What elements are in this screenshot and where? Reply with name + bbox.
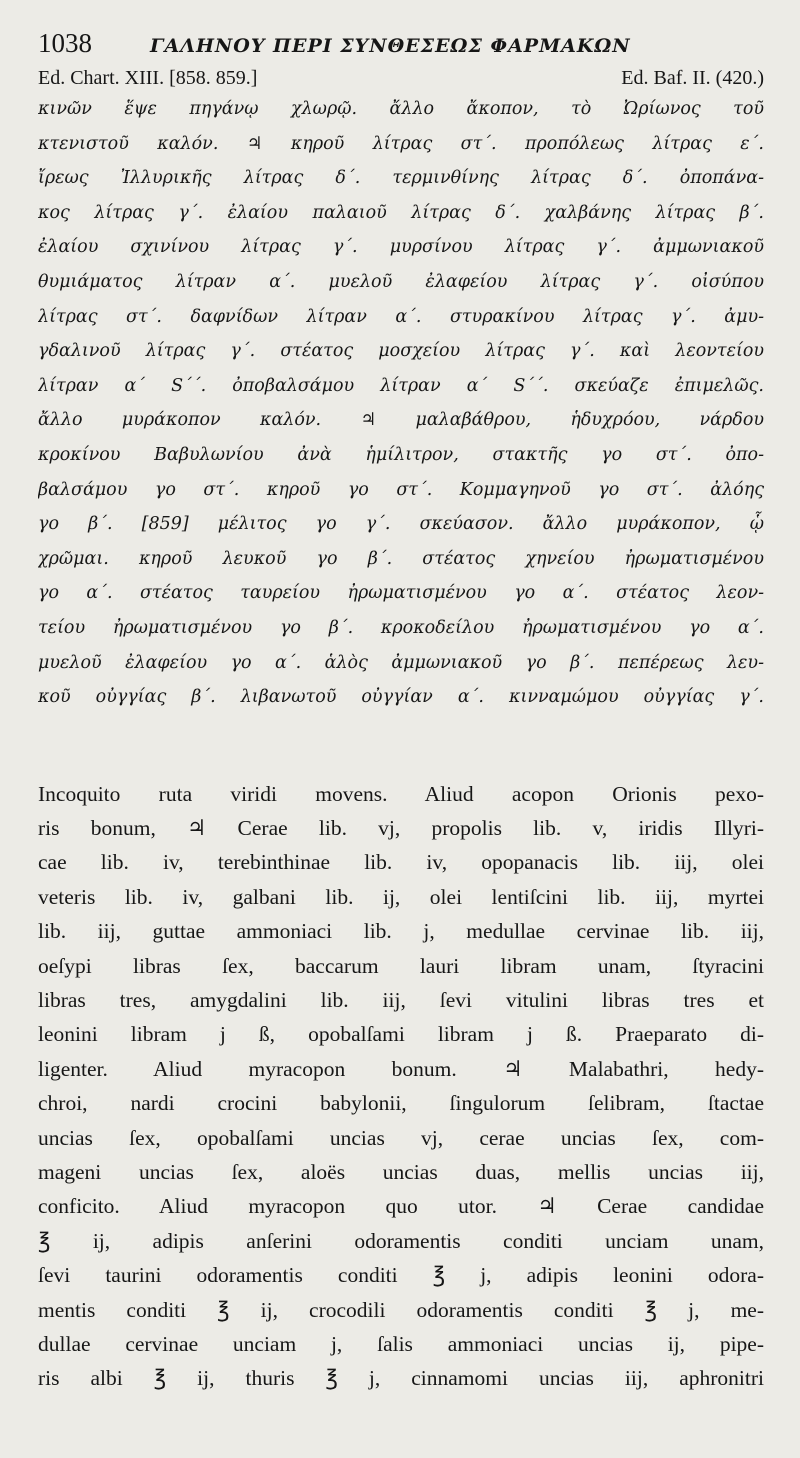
latin-line: mageni uncias ſex, aloës uncias duas, mellis uncias iij, (38, 1159, 764, 1184)
latin-line: cae lib. iv, terebinthinae lib. iv, opopanacis lib. iij, olei (38, 850, 764, 875)
latin-line: veteris lib. iv, galbani lib. ij, olei lentiſcini lib. iij, myrtei (38, 884, 764, 909)
latin-line: lib. iij, guttae ammoniaci lib. j, medullae cervinae lib. iij, (38, 919, 764, 944)
running-title: ΓΑΛΗΝΟΥ ΠΕΡΙ ΣΥΝΘΕΣΕΩΣ ΦΑΡΜΑΚΩΝ (150, 35, 631, 57)
edition-left: Ed. Chart. XIII. [858. 859.] (38, 67, 258, 89)
greek-line: κος λίτρας γ΄. ἐλαίου παλαιοῦ λίτρας δ΄. χαλβάνης λίτρας β΄. (38, 202, 764, 223)
latin-line: ligenter. Aliud myracopon bonum. ♃ Malabathri, hedy- (38, 1056, 764, 1081)
greek-line: κοῦ οὐγγίας β΄. λιβανωτοῦ οὐγγίαν α΄. κινναμώμου οὐγγίας γ΄. (38, 687, 764, 708)
greek-line: γο α΄. στέατος ταυρείου ἠρωματισμένου γο α΄. στέατος λεον- (38, 583, 764, 604)
greek-line: τείου ἠρωματισμένου γο β΄. κροκοδείλου ἠρωματισμένου γο α΄. (38, 617, 764, 638)
latin-line: ris bonum, ♃ Cerae lib. vj, propolis lib. v, iridis Illyri- (38, 816, 764, 841)
greek-line: χρῶμαι. κηροῦ λευκοῦ γο β΄. στέατος χηνείου ἠρωματισμένου (38, 548, 764, 569)
latin-line: uncias ſex, opobalſami uncias vj, cerae uncias ſex, com- (38, 1125, 764, 1150)
latin-line: dullae cervinae unciam j, ſalis ammoniaci uncias ij, pipe- (38, 1331, 764, 1356)
latin-line: leonini libram j ß, opobalſami libram j ß. Praeparato di- (38, 1022, 764, 1047)
edition-references (38, 64, 764, 92)
greek-line: μυελοῦ ἐλαφείου γο α΄. ἁλὸς ἀμμωνιακοῦ γο β΄. πεπέρεως λευ- (38, 652, 764, 673)
latin-line: ris albi ℥ ij, thuris ℥ j, cinnamomi uncias iij, aphronitri (38, 1366, 764, 1391)
latin-line: mentis conditi ℥ ij, crocodili odoramentis conditi ℥ j, me- (38, 1297, 764, 1322)
greek-line: θυμιάματος λίτραν α΄. μυελοῦ ἐλαφείου λίτρας γ΄. οἰσύπου (38, 271, 764, 292)
greek-text-block (38, 92, 764, 715)
latin-line: oeſypi libras ſex, baccarum lauri libram unam, ſtyracini (38, 953, 764, 978)
latin-line: conficito. Aliud myracopon quo utor. ♃ Cerae candidae (38, 1194, 764, 1219)
latin-line: Incoquito ruta viridi movens. Aliud acopon Orionis pexo- (38, 781, 764, 806)
greek-line: λίτρας στ΄. δαφνίδων λίτραν α΄. στυρακίνου λίτρας γ΄. ἀμυ- (38, 306, 764, 327)
greek-line: ἄλλο μυράκοπον καλόν. ♃ μαλαβάθρου, ἡδυχρόου, νάρδου (38, 410, 764, 431)
greek-line: ἴρεως Ἰλλυρικῆς λίτρας δ΄. τερμινθίνης λίτρας δ΄. ὀποπάνα- (38, 168, 764, 189)
latin-text-block (38, 777, 764, 1396)
latin-line: libras tres, amygdalini lib. iij, ſevi vitulini libras tres et (38, 988, 764, 1013)
page-number: 1038 (38, 28, 92, 58)
greek-line: κινῶν ἕψε πηγάνῳ χλωρῷ. ἄλλο ἄκοπον, τὸ Ὠρίωνος τοῦ (38, 99, 764, 119)
greek-line: κτενιστοῦ καλόν. ♃ κηροῦ λίτρας στ΄. προπόλεως λίτρας ε΄. (38, 133, 764, 154)
edition-right: Ed. Baf. II. (420.) (621, 67, 764, 89)
latin-line: ℥ ij, adipis anſerini odoramentis conditi unciam unam, (38, 1228, 764, 1253)
greek-line: ἐλαίου σχινίνου λίτρας γ΄. μυρσίνου λίτρας γ΄. ἀμμωνιακοῦ (38, 237, 764, 258)
greek-line: λίτραν α΄ S΄΄. ὀποβαλσάμου λίτραν α΄ S΄΄. σκεύαζε ἐπιμελῶς. (38, 375, 764, 396)
greek-line: γδαλινοῦ λίτρας γ΄. στέατος μοσχείου λίτρας γ΄. καὶ λεοντείου (38, 341, 764, 362)
latin-line: chroi, nardi crocini babylonii, ſingulorum ſelibram, ſtactae (38, 1091, 764, 1116)
greek-line: κροκίνου Βαβυλωνίου ἀνὰ ἡμίλιτρον, στακτῆς γο στ΄. ὀπο- (38, 444, 764, 465)
greek-line: γο β΄. [859] μέλιτος γο γ΄. σκεύασον. ἄλλο μυράκοπον, ᾧ (38, 514, 764, 535)
running-head (38, 28, 764, 62)
greek-line: βαλσάμου γο στ΄. κηροῦ γο στ΄. Κομμαγηνοῦ γο στ΄. ἀλόης (38, 479, 764, 500)
latin-line: ſevi taurini odoramentis conditi ℥ j, adipis leonini odora- (38, 1263, 764, 1288)
column-gap (38, 715, 764, 777)
